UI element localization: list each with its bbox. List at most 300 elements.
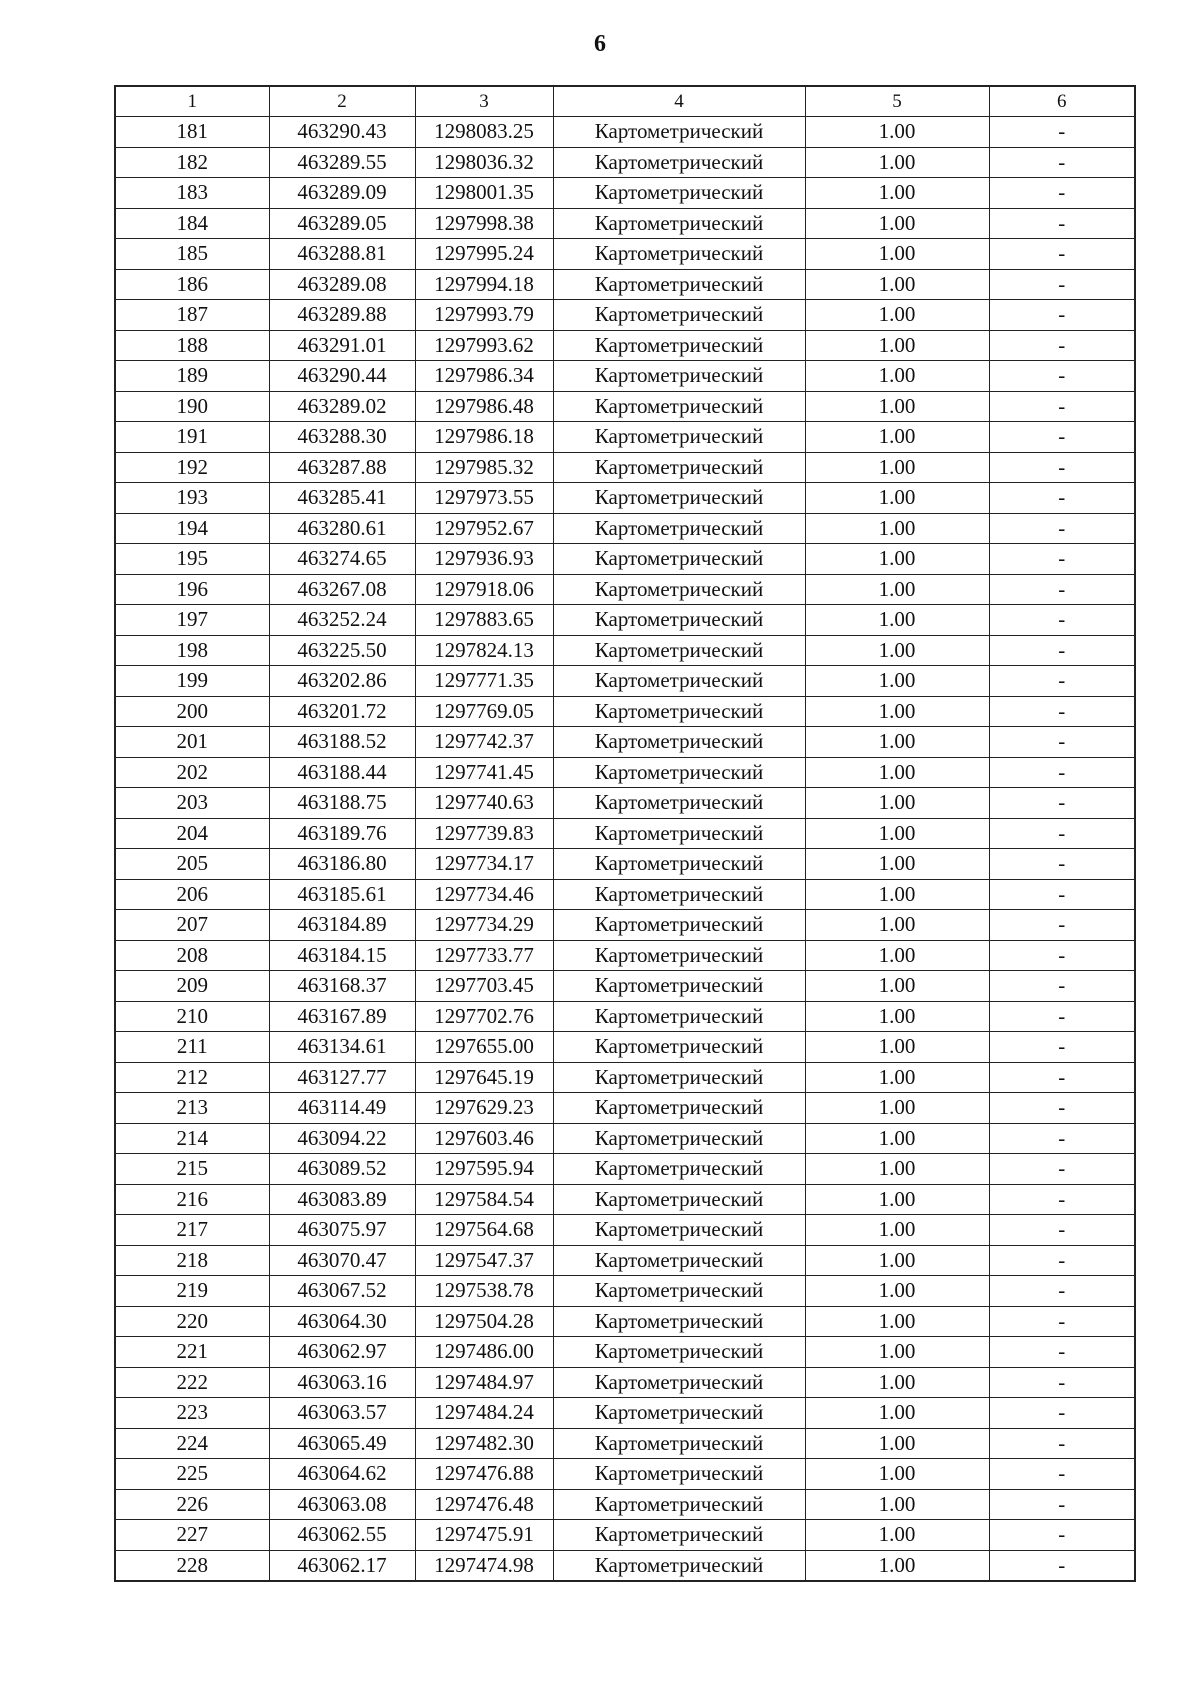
accuracy-cell: 1.00: [805, 452, 989, 483]
method-cell: Картометрический: [553, 1398, 805, 1429]
note-cell: -: [989, 605, 1135, 636]
y-coordinate-cell: 1297883.65: [415, 605, 553, 636]
note-cell: -: [989, 971, 1135, 1002]
accuracy-cell: 1.00: [805, 1032, 989, 1063]
accuracy-cell: 1.00: [805, 1489, 989, 1520]
x-coordinate-cell: 463094.22: [269, 1123, 415, 1154]
table-row: [115, 513, 1135, 544]
note-cell: -: [989, 1337, 1135, 1368]
point-number-cell: 183: [115, 178, 269, 209]
point-number-cell: 181: [115, 117, 269, 148]
point-number-cell: 196: [115, 574, 269, 605]
note-cell: -: [989, 696, 1135, 727]
y-coordinate-cell: 1297702.76: [415, 1001, 553, 1032]
x-coordinate-cell: 463064.62: [269, 1459, 415, 1490]
column-header-4: 4: [553, 86, 805, 117]
method-cell: Картометрический: [553, 391, 805, 422]
method-cell: Картометрический: [553, 239, 805, 270]
x-coordinate-cell: 463289.08: [269, 269, 415, 300]
y-coordinate-cell: 1297486.00: [415, 1337, 553, 1368]
note-cell: -: [989, 635, 1135, 666]
note-cell: -: [989, 1367, 1135, 1398]
y-coordinate-cell: 1297742.37: [415, 727, 553, 758]
accuracy-cell: 1.00: [805, 605, 989, 636]
note-cell: -: [989, 147, 1135, 178]
point-number-cell: 203: [115, 788, 269, 819]
method-cell: Картометрический: [553, 1428, 805, 1459]
y-coordinate-cell: 1297584.54: [415, 1184, 553, 1215]
table-row: [115, 117, 1135, 148]
table-row: [115, 452, 1135, 483]
point-number-cell: 223: [115, 1398, 269, 1429]
point-number-cell: 205: [115, 849, 269, 880]
point-number-cell: 206: [115, 879, 269, 910]
method-cell: Картометрический: [553, 300, 805, 331]
y-coordinate-cell: 1297771.35: [415, 666, 553, 697]
accuracy-cell: 1.00: [805, 635, 989, 666]
x-coordinate-cell: 463070.47: [269, 1245, 415, 1276]
table-row: [115, 849, 1135, 880]
note-cell: -: [989, 1123, 1135, 1154]
method-cell: Картометрический: [553, 483, 805, 514]
accuracy-cell: 1.00: [805, 1398, 989, 1429]
table-row: [115, 239, 1135, 270]
method-cell: Картометрический: [553, 1367, 805, 1398]
accuracy-cell: 1.00: [805, 361, 989, 392]
y-coordinate-cell: 1297986.18: [415, 422, 553, 453]
method-cell: Картометрический: [553, 422, 805, 453]
method-cell: Картометрический: [553, 1093, 805, 1124]
accuracy-cell: 1.00: [805, 666, 989, 697]
table-row: [115, 940, 1135, 971]
column-header-5: 5: [805, 86, 989, 117]
point-number-cell: 197: [115, 605, 269, 636]
note-cell: -: [989, 1550, 1135, 1581]
accuracy-cell: 1.00: [805, 239, 989, 270]
point-number-cell: 225: [115, 1459, 269, 1490]
table-row: [115, 666, 1135, 697]
y-coordinate-cell: 1297994.18: [415, 269, 553, 300]
method-cell: Картометрический: [553, 1123, 805, 1154]
x-coordinate-cell: 463067.52: [269, 1276, 415, 1307]
method-cell: Картометрический: [553, 513, 805, 544]
column-header-1: 1: [115, 86, 269, 117]
note-cell: -: [989, 1032, 1135, 1063]
point-number-cell: 210: [115, 1001, 269, 1032]
y-coordinate-cell: 1297482.30: [415, 1428, 553, 1459]
note-cell: -: [989, 208, 1135, 239]
note-cell: -: [989, 1276, 1135, 1307]
point-number-cell: 188: [115, 330, 269, 361]
note-cell: -: [989, 1062, 1135, 1093]
accuracy-cell: 1.00: [805, 483, 989, 514]
point-number-cell: 189: [115, 361, 269, 392]
point-number-cell: 201: [115, 727, 269, 758]
x-coordinate-cell: 463062.97: [269, 1337, 415, 1368]
point-number-cell: 220: [115, 1306, 269, 1337]
note-cell: -: [989, 1428, 1135, 1459]
method-cell: Картометрический: [553, 1489, 805, 1520]
column-header-3: 3: [415, 86, 553, 117]
note-cell: -: [989, 1093, 1135, 1124]
point-number-cell: 204: [115, 818, 269, 849]
table-row: [115, 1154, 1135, 1185]
point-number-cell: 198: [115, 635, 269, 666]
table-row: [115, 1459, 1135, 1490]
method-cell: Картометрический: [553, 1550, 805, 1581]
table-row: [115, 635, 1135, 666]
point-number-cell: 202: [115, 757, 269, 788]
y-coordinate-cell: 1297564.68: [415, 1215, 553, 1246]
accuracy-cell: 1.00: [805, 208, 989, 239]
table-row: [115, 818, 1135, 849]
note-cell: -: [989, 1306, 1135, 1337]
y-coordinate-cell: 1297655.00: [415, 1032, 553, 1063]
point-number-cell: 212: [115, 1062, 269, 1093]
table-row: [115, 1093, 1135, 1124]
note-cell: -: [989, 574, 1135, 605]
y-coordinate-cell: 1297547.37: [415, 1245, 553, 1276]
table-row: [115, 879, 1135, 910]
accuracy-cell: 1.00: [805, 269, 989, 300]
table-row: [115, 208, 1135, 239]
accuracy-cell: 1.00: [805, 1245, 989, 1276]
x-coordinate-cell: 463289.55: [269, 147, 415, 178]
x-coordinate-cell: 463288.30: [269, 422, 415, 453]
method-cell: Картометрический: [553, 1032, 805, 1063]
table-row: [115, 605, 1135, 636]
table-row: [115, 1245, 1135, 1276]
note-cell: -: [989, 269, 1135, 300]
note-cell: -: [989, 788, 1135, 819]
y-coordinate-cell: 1297475.91: [415, 1520, 553, 1551]
y-coordinate-cell: 1297936.93: [415, 544, 553, 575]
header-row: [115, 86, 1135, 117]
note-cell: -: [989, 727, 1135, 758]
accuracy-cell: 1.00: [805, 1093, 989, 1124]
y-coordinate-cell: 1297603.46: [415, 1123, 553, 1154]
x-coordinate-cell: 463063.08: [269, 1489, 415, 1520]
x-coordinate-cell: 463063.16: [269, 1367, 415, 1398]
y-coordinate-cell: 1297769.05: [415, 696, 553, 727]
x-coordinate-cell: 463288.81: [269, 239, 415, 270]
note-cell: -: [989, 422, 1135, 453]
point-number-cell: 226: [115, 1489, 269, 1520]
point-number-cell: 209: [115, 971, 269, 1002]
method-cell: Картометрический: [553, 1062, 805, 1093]
point-number-cell: 190: [115, 391, 269, 422]
method-cell: Картометрический: [553, 635, 805, 666]
accuracy-cell: 1.00: [805, 1459, 989, 1490]
x-coordinate-cell: 463083.89: [269, 1184, 415, 1215]
accuracy-cell: 1.00: [805, 727, 989, 758]
note-cell: -: [989, 452, 1135, 483]
table-row: [115, 727, 1135, 758]
y-coordinate-cell: 1298083.25: [415, 117, 553, 148]
note-cell: -: [989, 1245, 1135, 1276]
table-body: [115, 117, 1135, 1582]
note-cell: -: [989, 940, 1135, 971]
note-cell: -: [989, 1215, 1135, 1246]
x-coordinate-cell: 463062.17: [269, 1550, 415, 1581]
point-number-cell: 211: [115, 1032, 269, 1063]
table-row: [115, 910, 1135, 941]
note-cell: -: [989, 513, 1135, 544]
point-number-cell: 194: [115, 513, 269, 544]
accuracy-cell: 1.00: [805, 971, 989, 1002]
x-coordinate-cell: 463114.49: [269, 1093, 415, 1124]
point-number-cell: 224: [115, 1428, 269, 1459]
accuracy-cell: 1.00: [805, 1215, 989, 1246]
table-row: [115, 361, 1135, 392]
accuracy-cell: 1.00: [805, 1001, 989, 1032]
x-coordinate-cell: 463089.52: [269, 1154, 415, 1185]
y-coordinate-cell: 1297734.17: [415, 849, 553, 880]
method-cell: Картометрический: [553, 879, 805, 910]
table-row: [115, 1489, 1135, 1520]
point-number-cell: 191: [115, 422, 269, 453]
table-row: [115, 422, 1135, 453]
x-coordinate-cell: 463188.52: [269, 727, 415, 758]
accuracy-cell: 1.00: [805, 1337, 989, 1368]
y-coordinate-cell: 1297474.98: [415, 1550, 553, 1581]
table-header: [115, 86, 1135, 117]
x-coordinate-cell: 463064.30: [269, 1306, 415, 1337]
note-cell: -: [989, 1398, 1135, 1429]
method-cell: Картометрический: [553, 1154, 805, 1185]
note-cell: -: [989, 879, 1135, 910]
note-cell: -: [989, 117, 1135, 148]
accuracy-cell: 1.00: [805, 1520, 989, 1551]
point-number-cell: 219: [115, 1276, 269, 1307]
y-coordinate-cell: 1297645.19: [415, 1062, 553, 1093]
table-row: [115, 1520, 1135, 1551]
point-number-cell: 208: [115, 940, 269, 971]
y-coordinate-cell: 1297734.29: [415, 910, 553, 941]
point-number-cell: 200: [115, 696, 269, 727]
y-coordinate-cell: 1297741.45: [415, 757, 553, 788]
accuracy-cell: 1.00: [805, 117, 989, 148]
accuracy-cell: 1.00: [805, 788, 989, 819]
accuracy-cell: 1.00: [805, 940, 989, 971]
accuracy-cell: 1.00: [805, 391, 989, 422]
y-coordinate-cell: 1297538.78: [415, 1276, 553, 1307]
point-number-cell: 214: [115, 1123, 269, 1154]
table-row: [115, 1184, 1135, 1215]
point-number-cell: 195: [115, 544, 269, 575]
accuracy-cell: 1.00: [805, 696, 989, 727]
accuracy-cell: 1.00: [805, 1550, 989, 1581]
accuracy-cell: 1.00: [805, 849, 989, 880]
y-coordinate-cell: 1297986.34: [415, 361, 553, 392]
table-row: [115, 483, 1135, 514]
table-row: [115, 1215, 1135, 1246]
point-number-cell: 207: [115, 910, 269, 941]
method-cell: Картометрический: [553, 666, 805, 697]
accuracy-cell: 1.00: [805, 1367, 989, 1398]
note-cell: -: [989, 361, 1135, 392]
accuracy-cell: 1.00: [805, 544, 989, 575]
point-number-cell: 192: [115, 452, 269, 483]
method-cell: Картометрический: [553, 940, 805, 971]
table-row: [115, 300, 1135, 331]
x-coordinate-cell: 463289.02: [269, 391, 415, 422]
table-row: [115, 696, 1135, 727]
accuracy-cell: 1.00: [805, 1184, 989, 1215]
method-cell: Картометрический: [553, 330, 805, 361]
method-cell: Картометрический: [553, 1215, 805, 1246]
method-cell: Картометрический: [553, 1306, 805, 1337]
y-coordinate-cell: 1297733.77: [415, 940, 553, 971]
x-coordinate-cell: 463291.01: [269, 330, 415, 361]
method-cell: Картометрический: [553, 147, 805, 178]
method-cell: Картометрический: [553, 605, 805, 636]
method-cell: Картометрический: [553, 757, 805, 788]
accuracy-cell: 1.00: [805, 1306, 989, 1337]
y-coordinate-cell: 1297476.48: [415, 1489, 553, 1520]
note-cell: -: [989, 1001, 1135, 1032]
table-row: [115, 971, 1135, 1002]
y-coordinate-cell: 1297629.23: [415, 1093, 553, 1124]
y-coordinate-cell: 1297484.24: [415, 1398, 553, 1429]
x-coordinate-cell: 463062.55: [269, 1520, 415, 1551]
method-cell: Картометрический: [553, 1001, 805, 1032]
x-coordinate-cell: 463184.15: [269, 940, 415, 971]
table-row: [115, 147, 1135, 178]
y-coordinate-cell: 1297973.55: [415, 483, 553, 514]
point-number-cell: 185: [115, 239, 269, 270]
x-coordinate-cell: 463267.08: [269, 574, 415, 605]
method-cell: Картометрический: [553, 788, 805, 819]
method-cell: Картометрический: [553, 117, 805, 148]
method-cell: Картометрический: [553, 1520, 805, 1551]
method-cell: Картометрический: [553, 849, 805, 880]
note-cell: -: [989, 1459, 1135, 1490]
column-header-2: 2: [269, 86, 415, 117]
accuracy-cell: 1.00: [805, 1276, 989, 1307]
method-cell: Картометрический: [553, 544, 805, 575]
table-row: [115, 1428, 1135, 1459]
accuracy-cell: 1.00: [805, 1123, 989, 1154]
x-coordinate-cell: 463184.89: [269, 910, 415, 941]
note-cell: -: [989, 1184, 1135, 1215]
accuracy-cell: 1.00: [805, 1062, 989, 1093]
note-cell: -: [989, 300, 1135, 331]
table-row: [115, 1276, 1135, 1307]
point-number-cell: 182: [115, 147, 269, 178]
method-cell: Картометрический: [553, 910, 805, 941]
table-row: [115, 757, 1135, 788]
method-cell: Картометрический: [553, 269, 805, 300]
note-cell: -: [989, 483, 1135, 514]
table-row: [115, 391, 1135, 422]
accuracy-cell: 1.00: [805, 147, 989, 178]
note-cell: -: [989, 178, 1135, 209]
accuracy-cell: 1.00: [805, 422, 989, 453]
accuracy-cell: 1.00: [805, 513, 989, 544]
method-cell: Картометрический: [553, 1245, 805, 1276]
table-row: [115, 1062, 1135, 1093]
x-coordinate-cell: 463188.44: [269, 757, 415, 788]
x-coordinate-cell: 463065.49: [269, 1428, 415, 1459]
y-coordinate-cell: 1297734.46: [415, 879, 553, 910]
accuracy-cell: 1.00: [805, 910, 989, 941]
x-coordinate-cell: 463290.43: [269, 117, 415, 148]
x-coordinate-cell: 463287.88: [269, 452, 415, 483]
method-cell: Картометрический: [553, 1184, 805, 1215]
note-cell: -: [989, 239, 1135, 270]
y-coordinate-cell: 1297504.28: [415, 1306, 553, 1337]
point-number-cell: 216: [115, 1184, 269, 1215]
coordinates-table: [114, 85, 1136, 1582]
accuracy-cell: 1.00: [805, 178, 989, 209]
table-row: [115, 1123, 1135, 1154]
x-coordinate-cell: 463290.44: [269, 361, 415, 392]
accuracy-cell: 1.00: [805, 1154, 989, 1185]
method-cell: Картометрический: [553, 971, 805, 1002]
x-coordinate-cell: 463188.75: [269, 788, 415, 819]
point-number-cell: 184: [115, 208, 269, 239]
x-coordinate-cell: 463063.57: [269, 1398, 415, 1429]
table-row: [115, 269, 1135, 300]
table-row: [115, 1032, 1135, 1063]
x-coordinate-cell: 463201.72: [269, 696, 415, 727]
note-cell: -: [989, 818, 1135, 849]
x-coordinate-cell: 463225.50: [269, 635, 415, 666]
point-number-cell: 228: [115, 1550, 269, 1581]
y-coordinate-cell: 1297985.32: [415, 452, 553, 483]
method-cell: Картометрический: [553, 696, 805, 727]
y-coordinate-cell: 1297998.38: [415, 208, 553, 239]
table-row: [115, 1550, 1135, 1581]
point-number-cell: 217: [115, 1215, 269, 1246]
y-coordinate-cell: 1297476.88: [415, 1459, 553, 1490]
x-coordinate-cell: 463167.89: [269, 1001, 415, 1032]
point-number-cell: 199: [115, 666, 269, 697]
x-coordinate-cell: 463185.61: [269, 879, 415, 910]
x-coordinate-cell: 463075.97: [269, 1215, 415, 1246]
table-row: [115, 574, 1135, 605]
method-cell: Картометрический: [553, 178, 805, 209]
point-number-cell: 218: [115, 1245, 269, 1276]
y-coordinate-cell: 1297993.62: [415, 330, 553, 361]
point-number-cell: 221: [115, 1337, 269, 1368]
y-coordinate-cell: 1297703.45: [415, 971, 553, 1002]
y-coordinate-cell: 1297824.13: [415, 635, 553, 666]
x-coordinate-cell: 463280.61: [269, 513, 415, 544]
y-coordinate-cell: 1297986.48: [415, 391, 553, 422]
note-cell: -: [989, 544, 1135, 575]
table-row: [115, 1398, 1135, 1429]
table-row: [115, 544, 1135, 575]
y-coordinate-cell: 1297993.79: [415, 300, 553, 331]
x-coordinate-cell: 463186.80: [269, 849, 415, 880]
note-cell: -: [989, 757, 1135, 788]
accuracy-cell: 1.00: [805, 879, 989, 910]
method-cell: Картометрический: [553, 452, 805, 483]
x-coordinate-cell: 463127.77: [269, 1062, 415, 1093]
y-coordinate-cell: 1297952.67: [415, 513, 553, 544]
note-cell: -: [989, 391, 1135, 422]
accuracy-cell: 1.00: [805, 757, 989, 788]
accuracy-cell: 1.00: [805, 1428, 989, 1459]
note-cell: -: [989, 910, 1135, 941]
x-coordinate-cell: 463134.61: [269, 1032, 415, 1063]
method-cell: Картометрический: [553, 361, 805, 392]
column-header-6: 6: [989, 86, 1135, 117]
x-coordinate-cell: 463252.24: [269, 605, 415, 636]
note-cell: -: [989, 330, 1135, 361]
